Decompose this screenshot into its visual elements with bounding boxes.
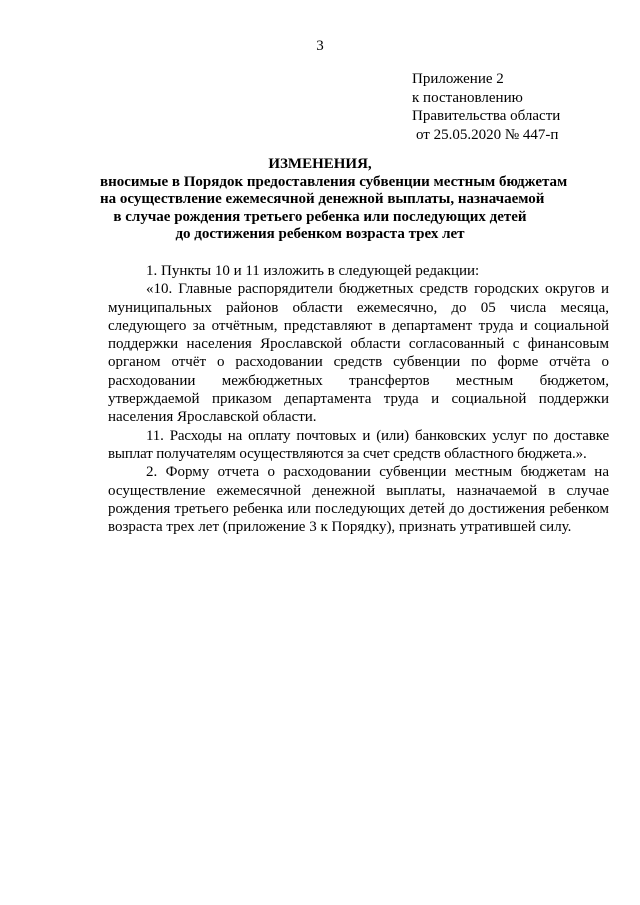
document-title: [100, 156, 568, 244]
paragraph: 11. Расходы на оплату почтовых и (или) банковских услуг по доставке выплат получателям осуществляются за счет средств областного бюджета.».: [108, 427, 609, 462]
appendix-block: [412, 70, 612, 144]
paragraph: 2. Форму отчета о расходовании субвенции местным бюджетам на осуществление ежемесячной денежной выплаты, назначаемой в случае рождения третьего ребенка или последующих детей до достижения ребенком возраста трех лет (приложение 3 к Порядку), признать утратившей силу.: [108, 464, 609, 536]
paragraph: «10. Главные распорядители бюджетных средств городских округов и муниципальных районов области ежемесячно, до 05 числа месяца, следующего за отчётным, представляют в департамент труда и социальной поддержки населения Ярославской области согласованный с финансовым органом отчёт о расходовании средств субвенции по форме отчёта о расходовании межбюджетных трансфертов местным бюджетом, утверждаемой приказом департамента труда и социальной поддержки населения Ярославской области.: [108, 281, 609, 426]
title-line: на осуществление ежемесячной денежной выплаты, назначаемой: [100, 191, 545, 207]
title-line: в случае рождения третьего ребенка или последующих детей: [113, 208, 527, 225]
title-line: до достижения ребенком возраста трех лет: [175, 226, 465, 242]
appendix-line: к постановлению: [412, 89, 523, 106]
document-body: [108, 262, 609, 536]
appendix-line: Приложение 2: [412, 71, 504, 87]
title-heading: ИЗМЕНЕНИЯ,: [268, 156, 372, 172]
appendix-date-line: от 25.05.2020 № 447-п: [416, 126, 559, 143]
title-line: вносимые в Порядок предоставления субвенции местным бюджетам: [100, 173, 568, 190]
appendix-line: Правительства области: [412, 108, 561, 124]
paragraph: 1. Пункты 10 и 11 изложить в следующей редакции:: [146, 263, 480, 279]
page-number: 3: [316, 38, 324, 54]
